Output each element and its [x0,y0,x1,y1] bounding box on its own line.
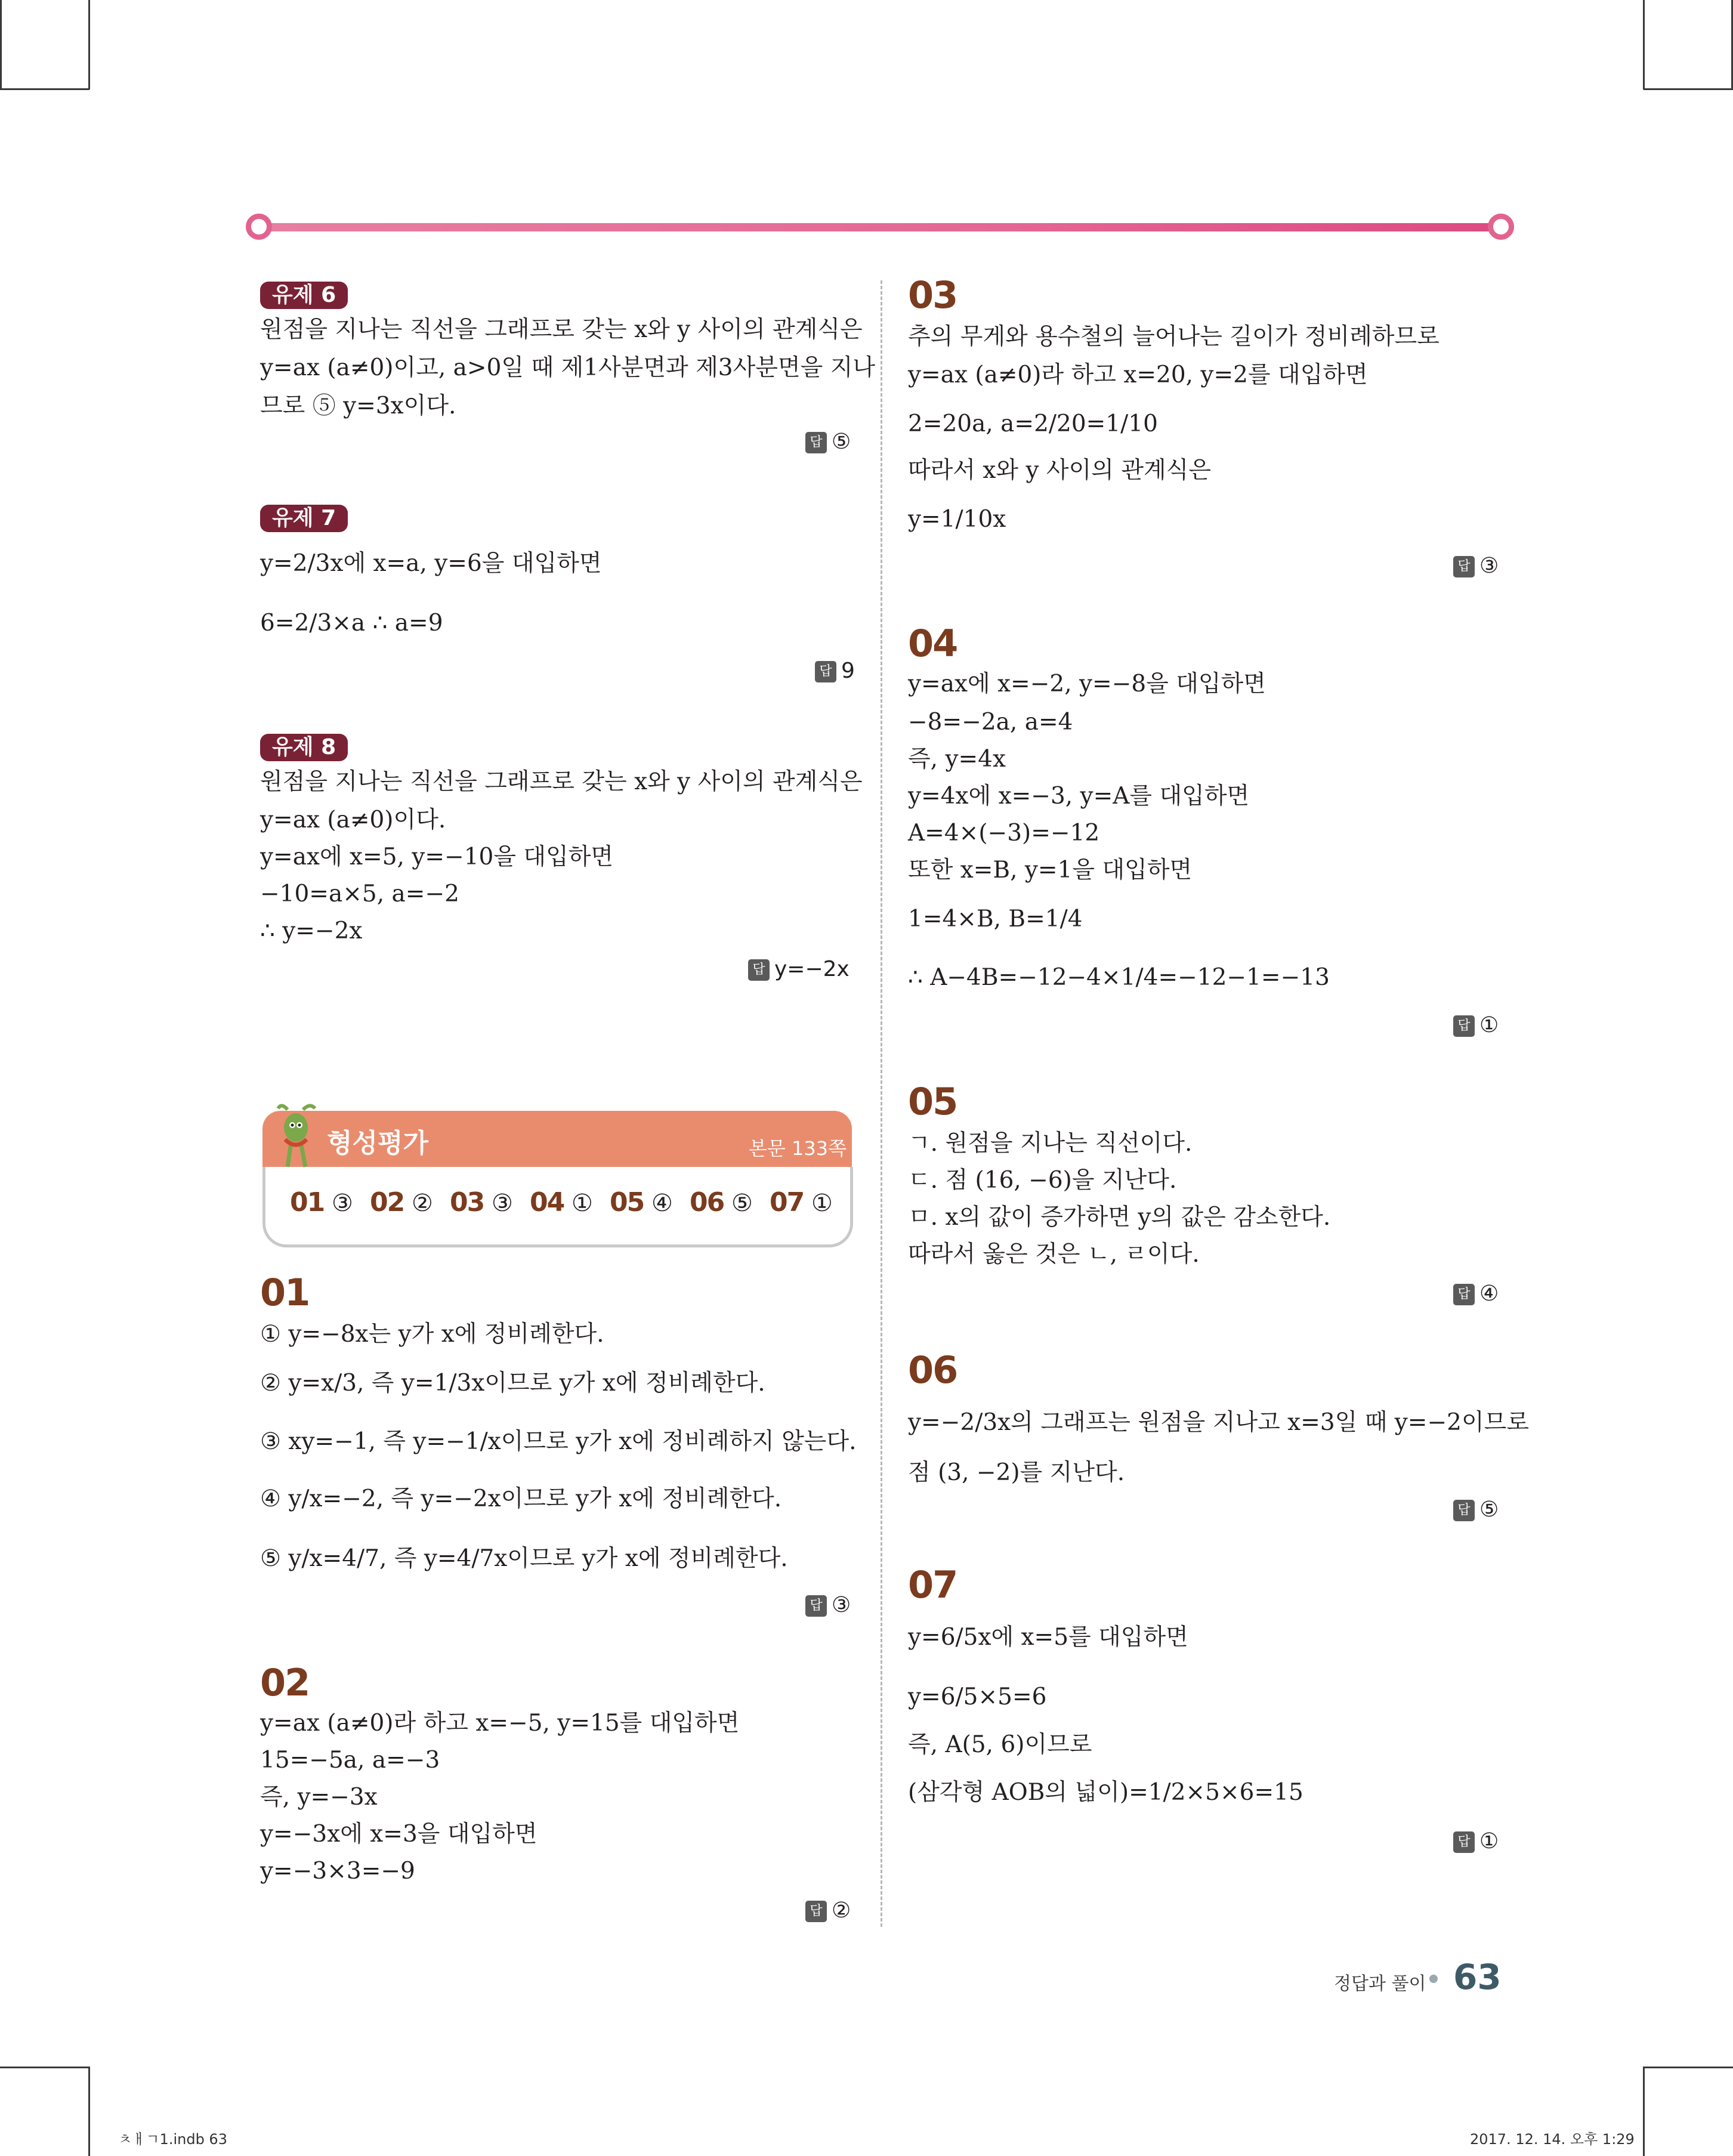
question-number: 06 [908,1348,957,1392]
answer-mark: ③ [331,1190,353,1217]
q03-answer [1453,554,1499,578]
q04-line: 즉, y=4x [908,746,1006,773]
youje7-line: y=2/3x에 x=a, y=6을 대입하면 [260,550,602,577]
q06-line: y=−2/3x의 그래프는 원점을 지나고 x=3일 때 y=−2이므로 [908,1409,1530,1436]
assessment-answer [690,1187,753,1218]
print-slug-date: 2017. 12. 14. 오후 1:29 [1470,2131,1635,2148]
youje7-answer [815,659,855,683]
header-bar-dot [246,214,272,240]
crop-mark [0,88,89,90]
answer-value: ② [832,1898,851,1923]
column-divider [881,280,882,1927]
answer-num: 03 [450,1187,484,1218]
q01-line: ③ xy=−1, 즉 y=−1/x이므로 y가 x에 정비례하지 않는다. [260,1428,857,1455]
youje8-badge: 유제 8 [260,734,348,761]
q05-line: ㅁ. x의 값이 증가하면 y의 값은 감소한다. [908,1204,1331,1231]
answer-value: ⑤ [832,430,851,454]
footer-dot [1429,1975,1438,1983]
q02-answer [805,1898,851,1923]
q01-answer [805,1593,851,1617]
question-number: 04 [908,622,957,665]
youje8-line: −10=a×5, a=−2 [260,881,459,907]
answer-value: ③ [832,1593,851,1617]
youje6-line: 므로 ⑤ y=3x이다. [260,393,456,419]
answer-icon: 답 [1453,1015,1475,1037]
youje8-line: y=ax (a≠0)이다. [260,807,446,833]
q06-answer [1453,1497,1499,1522]
crop-mark [88,0,90,89]
answer-icon: 답 [805,432,827,453]
q07-line: (삼각형 AOB의 넓이)=1/2×5×6=15 [908,1779,1303,1806]
q04-answer [1453,1013,1499,1037]
crop-mark [1644,88,1733,90]
answer-icon: 답 [1453,1500,1475,1521]
answer-icon: 답 [1453,1284,1475,1305]
answer-num: 05 [610,1187,644,1218]
q04-line: y=ax에 x=−2, y=−8을 대입하면 [908,671,1266,697]
answer-mark: ③ [491,1190,513,1217]
assessment-page-ref: 본문 133쪽 [749,1137,847,1160]
assessment-answer [610,1187,673,1218]
footer-section-label: 정답과 풀이 [1334,1973,1426,1994]
q04-line: −8=−2a, a=4 [908,709,1073,736]
header-bar-dot [1488,214,1514,240]
q07-line: y=6/5×5=6 [908,1684,1047,1710]
assessment-title: 형성평가 [327,1128,429,1159]
crop-mark [1643,2067,1645,2156]
q03-line: 2=20a, a=2/20=1/10 [908,410,1158,437]
assessment-answer [530,1187,593,1218]
answer-num: 07 [770,1187,804,1218]
answer-num: 04 [530,1187,564,1218]
assessment-answer [770,1187,833,1218]
answer-value: ① [1479,1013,1499,1037]
answer-value: ④ [1479,1281,1499,1306]
answer-value: ⑤ [1479,1497,1499,1522]
answer-icon: 답 [815,661,836,682]
answer-icon: 답 [748,959,770,981]
answer-value: y=−2x [774,957,849,981]
q03-line: 추의 무게와 용수철의 늘어나는 길이가 정비례하므로 [908,323,1439,350]
crop-mark [1643,0,1645,89]
q04-line: ∴ A−4B=−12−4×1/4=−12−1=−13 [908,964,1330,991]
answer-icon: 답 [805,1595,827,1617]
youje8-line: y=ax에 x=5, y=−10을 대입하면 [260,844,614,870]
answer-icon: 답 [805,1901,827,1922]
q05-line: ㄱ. 원점을 지나는 직선이다. [908,1130,1193,1157]
q05-line: 따라서 옳은 것은 ㄴ, ㄹ이다. [908,1241,1200,1268]
answer-icon: 답 [1453,1831,1475,1853]
q03-line: y=1/10x [908,506,1006,533]
q06-line: 점 (3, −2)를 지난다. [908,1459,1125,1486]
q01-line: ① y=−8x는 y가 x에 정비례한다. [260,1321,604,1348]
q03-line: y=ax (a≠0)라 하고 x=20, y=2를 대입하면 [908,362,1368,388]
youje6-badge: 유제 6 [260,282,348,309]
assessment-answer [290,1187,353,1218]
answer-num: 06 [690,1187,724,1218]
q05-line: ㄷ. 점 (16, −6)을 지난다. [908,1167,1177,1194]
q02-line: y=ax (a≠0)라 하고 x=−5, y=15를 대입하면 [260,1710,740,1737]
answer-value: ① [1479,1829,1499,1854]
q02-line: y=−3x에 x=3을 대입하면 [260,1821,537,1848]
youje7-line: 6=2/3×a ∴ a=9 [260,610,443,637]
q01-line: ④ y/x=−2, 즉 y=−2x이므로 y가 x에 정비례한다. [260,1485,782,1512]
youje6-answer [805,430,851,454]
answer-icon: 답 [1453,556,1475,577]
question-number: 05 [908,1080,957,1123]
answer-value: 9 [841,659,855,683]
print-slug-file: ㅊㅐㄱ1.indb 63 [118,2131,227,2148]
question-number: 03 [908,273,957,317]
q04-line: 또한 x=B, y=1을 대입하면 [908,857,1193,884]
question-number: 01 [260,1271,310,1314]
header-bar [249,223,1514,231]
q04-line: A=4×(−3)=−12 [908,820,1100,847]
answer-num: 02 [370,1187,404,1218]
q02-line: y=−3×3=−9 [260,1858,415,1885]
crop-mark [0,2067,89,2068]
youje8-line: ∴ y=−2x [260,918,363,944]
mascot-icon [273,1101,321,1173]
q02-line: 15=−5a, a=−3 [260,1747,440,1774]
page-number: 63 [1453,1957,1502,1997]
answer-num: 01 [290,1187,325,1218]
crop-mark [88,2067,90,2156]
answer-mark: ⑤ [731,1190,753,1217]
youje7-badge: 유제 7 [260,505,348,532]
answer-mark: ① [811,1190,833,1217]
youje8-answer [748,957,849,981]
answer-mark: ① [571,1190,593,1217]
answer-value: ③ [1479,554,1499,578]
q03-line: 따라서 x와 y 사이의 관계식은 [908,457,1212,484]
q07-line: y=6/5x에 x=5를 대입하면 [908,1624,1188,1651]
youje8-line: 원점을 지나는 직선을 그래프로 갖는 x와 y 사이의 관계식은 [260,768,863,795]
youje6-line: y=ax (a≠0)이고, a>0일 때 제1사분면과 제3사분면을 지나 [260,354,876,381]
q07-line: 즉, A(5, 6)이므로 [908,1731,1092,1758]
crop-mark [1644,2067,1733,2068]
answer-mark: ④ [651,1190,673,1217]
q04-line: y=4x에 x=−3, y=A를 대입하면 [908,783,1250,810]
assessment-answer [370,1187,433,1218]
q01-line: ② y=x/3, 즉 y=1/3x이므로 y가 x에 정비례한다. [260,1370,765,1397]
assessment-answer [450,1187,513,1218]
q01-line: ⑤ y/x=4/7, 즉 y=4/7x이므로 y가 x에 정비례한다. [260,1545,788,1572]
youje6-line: 원점을 지나는 직선을 그래프로 갖는 x와 y 사이의 관계식은 [260,316,863,343]
crop-mark [0,0,2,89]
question-number: 02 [260,1661,310,1704]
q04-line: 1=4×B, B=1/4 [908,906,1083,932]
q02-line: 즉, y=−3x [260,1784,378,1811]
question-number: 07 [908,1563,957,1607]
answer-mark: ② [411,1190,433,1217]
q05-answer [1453,1281,1499,1306]
q07-answer [1453,1829,1499,1854]
